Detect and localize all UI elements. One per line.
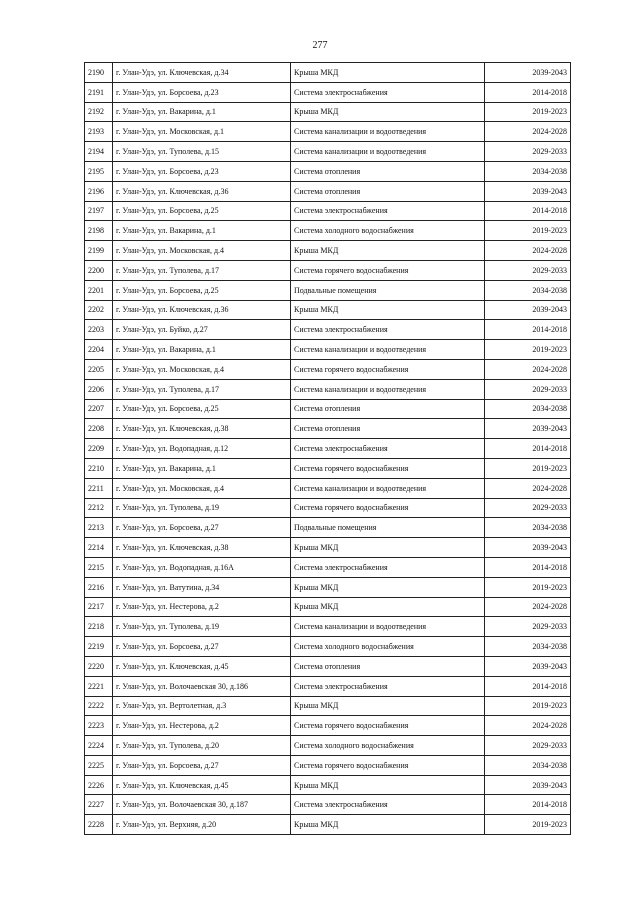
table-row <box>85 221 571 241</box>
address-cell: г. Улан-Удэ, ул. Московская, д.4 <box>113 478 291 498</box>
row-number-cell: 2202 <box>85 300 113 320</box>
row-number-cell: 2227 <box>85 795 113 815</box>
row-number-cell: 2199 <box>85 241 113 261</box>
system-cell: Система канализации и водоотведения <box>291 142 485 162</box>
system-cell: Система отопления <box>291 656 485 676</box>
address-cell: г. Улан-Удэ, ул. Борсоева, д.25 <box>113 280 291 300</box>
period-cell: 2014-2018 <box>485 676 571 696</box>
period-cell: 2024-2028 <box>485 597 571 617</box>
table-row <box>85 439 571 459</box>
system-cell: Система канализации и водоотведения <box>291 122 485 142</box>
address-cell: г. Улан-Удэ, ул. Московская, д.1 <box>113 122 291 142</box>
address-cell: г. Улан-Удэ, ул. Вакарина, д.1 <box>113 221 291 241</box>
address-cell: г. Улан-Удэ, ул. Борсоева, д.27 <box>113 637 291 657</box>
system-cell: Система канализации и водоотведения <box>291 379 485 399</box>
address-cell: г. Улан-Удэ, ул. Туполева, д.19 <box>113 498 291 518</box>
row-number-cell: 2222 <box>85 696 113 716</box>
row-number-cell: 2203 <box>85 320 113 340</box>
system-cell: Система электроснабжения <box>291 676 485 696</box>
address-cell: г. Улан-Удэ, ул. Волочаевская 30, д.186 <box>113 676 291 696</box>
system-cell: Крыша МКД <box>291 63 485 83</box>
period-cell: 2034-2038 <box>485 280 571 300</box>
system-cell: Крыша МКД <box>291 241 485 261</box>
period-cell: 2029-2033 <box>485 142 571 162</box>
period-cell: 2029-2033 <box>485 379 571 399</box>
table-row <box>85 63 571 83</box>
address-cell: г. Улан-Удэ, ул. Туполева, д.17 <box>113 379 291 399</box>
period-cell: 2029-2033 <box>485 260 571 280</box>
table-row <box>85 577 571 597</box>
system-cell: Система холодного водоснабжения <box>291 221 485 241</box>
period-cell: 2024-2028 <box>485 359 571 379</box>
table-row <box>85 716 571 736</box>
period-cell: 2029-2033 <box>485 498 571 518</box>
system-cell: Система электроснабжения <box>291 795 485 815</box>
row-number-cell: 2195 <box>85 161 113 181</box>
period-cell: 2014-2018 <box>485 439 571 459</box>
table-row <box>85 736 571 756</box>
table-row <box>85 181 571 201</box>
table-row <box>85 676 571 696</box>
table-row <box>85 557 571 577</box>
period-cell: 2014-2018 <box>485 320 571 340</box>
page-number: 277 <box>312 40 328 51</box>
period-cell: 2039-2043 <box>485 538 571 558</box>
period-cell: 2034-2038 <box>485 161 571 181</box>
row-number-cell: 2209 <box>85 439 113 459</box>
row-number-cell: 2196 <box>85 181 113 201</box>
table-row <box>85 102 571 122</box>
system-cell: Система горячего водоснабжения <box>291 260 485 280</box>
row-number-cell: 2223 <box>85 716 113 736</box>
period-cell: 2039-2043 <box>485 775 571 795</box>
system-cell: Система горячего водоснабжения <box>291 498 485 518</box>
row-number-cell: 2226 <box>85 775 113 795</box>
row-number-cell: 2204 <box>85 340 113 360</box>
table-row <box>85 122 571 142</box>
system-cell: Система горячего водоснабжения <box>291 458 485 478</box>
table-row <box>85 617 571 637</box>
table-row <box>85 142 571 162</box>
row-number-cell: 2197 <box>85 201 113 221</box>
address-cell: г. Улан-Удэ, ул. Нестерова, д.2 <box>113 597 291 617</box>
address-cell: г. Улан-Удэ, ул. Вакарина, д.1 <box>113 458 291 478</box>
period-cell: 2019-2023 <box>485 221 571 241</box>
row-number-cell: 2228 <box>85 815 113 835</box>
table-row <box>85 359 571 379</box>
table-row <box>85 755 571 775</box>
address-cell: г. Улан-Удэ, ул. Туполева, д.20 <box>113 736 291 756</box>
address-cell: г. Улан-Удэ, ул. Водопадная, д.16А <box>113 557 291 577</box>
row-number-cell: 2221 <box>85 676 113 696</box>
row-number-cell: 2194 <box>85 142 113 162</box>
row-number-cell: 2207 <box>85 399 113 419</box>
period-cell: 2029-2033 <box>485 736 571 756</box>
row-number-cell: 2224 <box>85 736 113 756</box>
period-cell: 2034-2038 <box>485 755 571 775</box>
row-number-cell: 2211 <box>85 478 113 498</box>
table-row <box>85 458 571 478</box>
table-row <box>85 379 571 399</box>
address-cell: г. Улан-Удэ, ул. Борсоева, д.27 <box>113 755 291 775</box>
table-row <box>85 300 571 320</box>
system-cell: Система холодного водоснабжения <box>291 637 485 657</box>
system-cell: Система горячего водоснабжения <box>291 755 485 775</box>
row-number-cell: 2206 <box>85 379 113 399</box>
period-cell: 2024-2028 <box>485 122 571 142</box>
system-cell: Система электроснабжения <box>291 320 485 340</box>
address-cell: г. Улан-Удэ, ул. Московская, д.4 <box>113 359 291 379</box>
system-cell: Крыша МКД <box>291 300 485 320</box>
row-number-cell: 2191 <box>85 82 113 102</box>
table-row <box>85 260 571 280</box>
system-cell: Крыша МКД <box>291 597 485 617</box>
address-cell: г. Улан-Удэ, ул. Московская, д.4 <box>113 241 291 261</box>
table-row <box>85 775 571 795</box>
row-number-cell: 2219 <box>85 637 113 657</box>
period-cell: 2019-2023 <box>485 458 571 478</box>
row-number-cell: 2190 <box>85 63 113 83</box>
period-cell: 2019-2023 <box>485 815 571 835</box>
period-cell: 2024-2028 <box>485 478 571 498</box>
row-number-cell: 2213 <box>85 518 113 538</box>
period-cell: 2019-2023 <box>485 340 571 360</box>
system-cell: Крыша МКД <box>291 577 485 597</box>
period-cell: 2034-2038 <box>485 399 571 419</box>
table-row <box>85 656 571 676</box>
period-cell: 2024-2028 <box>485 716 571 736</box>
period-cell: 2039-2043 <box>485 181 571 201</box>
system-cell: Система электроснабжения <box>291 439 485 459</box>
period-cell: 2014-2018 <box>485 82 571 102</box>
table-row <box>85 280 571 300</box>
system-cell: Крыша МКД <box>291 815 485 835</box>
row-number-cell: 2208 <box>85 419 113 439</box>
row-number-cell: 2217 <box>85 597 113 617</box>
address-cell: г. Улан-Удэ, ул. Вертолетная, д.3 <box>113 696 291 716</box>
period-cell: 2014-2018 <box>485 201 571 221</box>
period-cell: 2014-2018 <box>485 795 571 815</box>
system-cell: Крыша МКД <box>291 696 485 716</box>
address-cell: г. Улан-Удэ, ул. Борсоева, д.23 <box>113 82 291 102</box>
table-row <box>85 498 571 518</box>
row-number-cell: 2215 <box>85 557 113 577</box>
system-cell: Система горячего водоснабжения <box>291 359 485 379</box>
period-cell: 2029-2033 <box>485 617 571 637</box>
system-cell: Крыша МКД <box>291 775 485 795</box>
address-cell: г. Улан-Удэ, ул. Вакарина, д.1 <box>113 340 291 360</box>
table-row <box>85 518 571 538</box>
table-row <box>85 82 571 102</box>
table-row <box>85 201 571 221</box>
period-cell: 2039-2043 <box>485 656 571 676</box>
address-cell: г. Улан-Удэ, ул. Борсоева, д.25 <box>113 201 291 221</box>
system-cell: Подвальные помещения <box>291 518 485 538</box>
address-cell: г. Улан-Удэ, ул. Туполева, д.15 <box>113 142 291 162</box>
address-cell: г. Улан-Удэ, ул. Волочаевская 30, д.187 <box>113 795 291 815</box>
system-cell: Система канализации и водоотведения <box>291 617 485 637</box>
system-cell: Система отопления <box>291 181 485 201</box>
address-cell: г. Улан-Удэ, ул. Ключевская, д.36 <box>113 181 291 201</box>
period-cell: 2039-2043 <box>485 63 571 83</box>
system-cell: Подвальные помещения <box>291 280 485 300</box>
address-cell: г. Улан-Удэ, ул. Ключевская, д.38 <box>113 538 291 558</box>
system-cell: Система электроснабжения <box>291 201 485 221</box>
row-number-cell: 2212 <box>85 498 113 518</box>
table-row <box>85 538 571 558</box>
system-cell: Система канализации и водоотведения <box>291 340 485 360</box>
address-cell: г. Улан-Удэ, ул. Ключевская, д.34 <box>113 63 291 83</box>
system-cell: Крыша МКД <box>291 102 485 122</box>
row-number-cell: 2198 <box>85 221 113 241</box>
address-cell: г. Улан-Удэ, ул. Ключевская, д.45 <box>113 656 291 676</box>
system-cell: Система отопления <box>291 161 485 181</box>
row-number-cell: 2193 <box>85 122 113 142</box>
system-cell: Система канализации и водоотведения <box>291 478 485 498</box>
row-number-cell: 2200 <box>85 260 113 280</box>
table-body <box>85 63 571 835</box>
row-number-cell: 2218 <box>85 617 113 637</box>
table-row <box>85 241 571 261</box>
address-cell: г. Улан-Удэ, ул. Ключевская, д.38 <box>113 419 291 439</box>
system-cell: Система горячего водоснабжения <box>291 716 485 736</box>
address-cell: г. Улан-Удэ, ул. Борсоева, д.27 <box>113 518 291 538</box>
table-row <box>85 815 571 835</box>
system-cell: Система электроснабжения <box>291 82 485 102</box>
address-cell: г. Улан-Удэ, ул. Водопадная, д.12 <box>113 439 291 459</box>
system-cell: Система холодного водоснабжения <box>291 736 485 756</box>
address-cell: г. Улан-Удэ, ул. Борсоева, д.25 <box>113 399 291 419</box>
table-row <box>85 399 571 419</box>
period-cell: 2039-2043 <box>485 419 571 439</box>
address-cell: г. Улан-Удэ, ул. Туполева, д.17 <box>113 260 291 280</box>
address-cell: г. Улан-Удэ, ул. Ватутина, д.34 <box>113 577 291 597</box>
period-cell: 2034-2038 <box>485 518 571 538</box>
address-cell: г. Улан-Удэ, ул. Борсоева, д.23 <box>113 161 291 181</box>
row-number-cell: 2220 <box>85 656 113 676</box>
table-row <box>85 637 571 657</box>
address-cell: г. Улан-Удэ, ул. Туполева, д.19 <box>113 617 291 637</box>
table-row <box>85 340 571 360</box>
period-cell: 2024-2028 <box>485 241 571 261</box>
system-cell: Крыша МКД <box>291 538 485 558</box>
period-cell: 2019-2023 <box>485 102 571 122</box>
table-row <box>85 696 571 716</box>
address-cell: г. Улан-Удэ, ул. Верхняя, д.20 <box>113 815 291 835</box>
table-row <box>85 478 571 498</box>
address-cell: г. Улан-Удэ, ул. Ключевская, д.36 <box>113 300 291 320</box>
period-cell: 2019-2023 <box>485 577 571 597</box>
address-cell: г. Улан-Удэ, ул. Буйко, д.27 <box>113 320 291 340</box>
system-cell: Система электроснабжения <box>291 557 485 577</box>
table-row <box>85 419 571 439</box>
row-number-cell: 2192 <box>85 102 113 122</box>
period-cell: 2019-2023 <box>485 696 571 716</box>
row-number-cell: 2205 <box>85 359 113 379</box>
address-cell: г. Улан-Удэ, ул. Вакарина, д.1 <box>113 102 291 122</box>
address-cell: г. Улан-Удэ, ул. Ключевская, д.45 <box>113 775 291 795</box>
repair-schedule-table <box>84 62 571 835</box>
table-row <box>85 161 571 181</box>
period-cell: 2034-2038 <box>485 637 571 657</box>
system-cell: Система отопления <box>291 419 485 439</box>
table-row <box>85 795 571 815</box>
row-number-cell: 2214 <box>85 538 113 558</box>
table-row <box>85 320 571 340</box>
period-cell: 2014-2018 <box>485 557 571 577</box>
period-cell: 2039-2043 <box>485 300 571 320</box>
row-number-cell: 2201 <box>85 280 113 300</box>
row-number-cell: 2216 <box>85 577 113 597</box>
row-number-cell: 2210 <box>85 458 113 478</box>
address-cell: г. Улан-Удэ, ул. Нестерова, д.2 <box>113 716 291 736</box>
table-row <box>85 597 571 617</box>
system-cell: Система отопления <box>291 399 485 419</box>
row-number-cell: 2225 <box>85 755 113 775</box>
